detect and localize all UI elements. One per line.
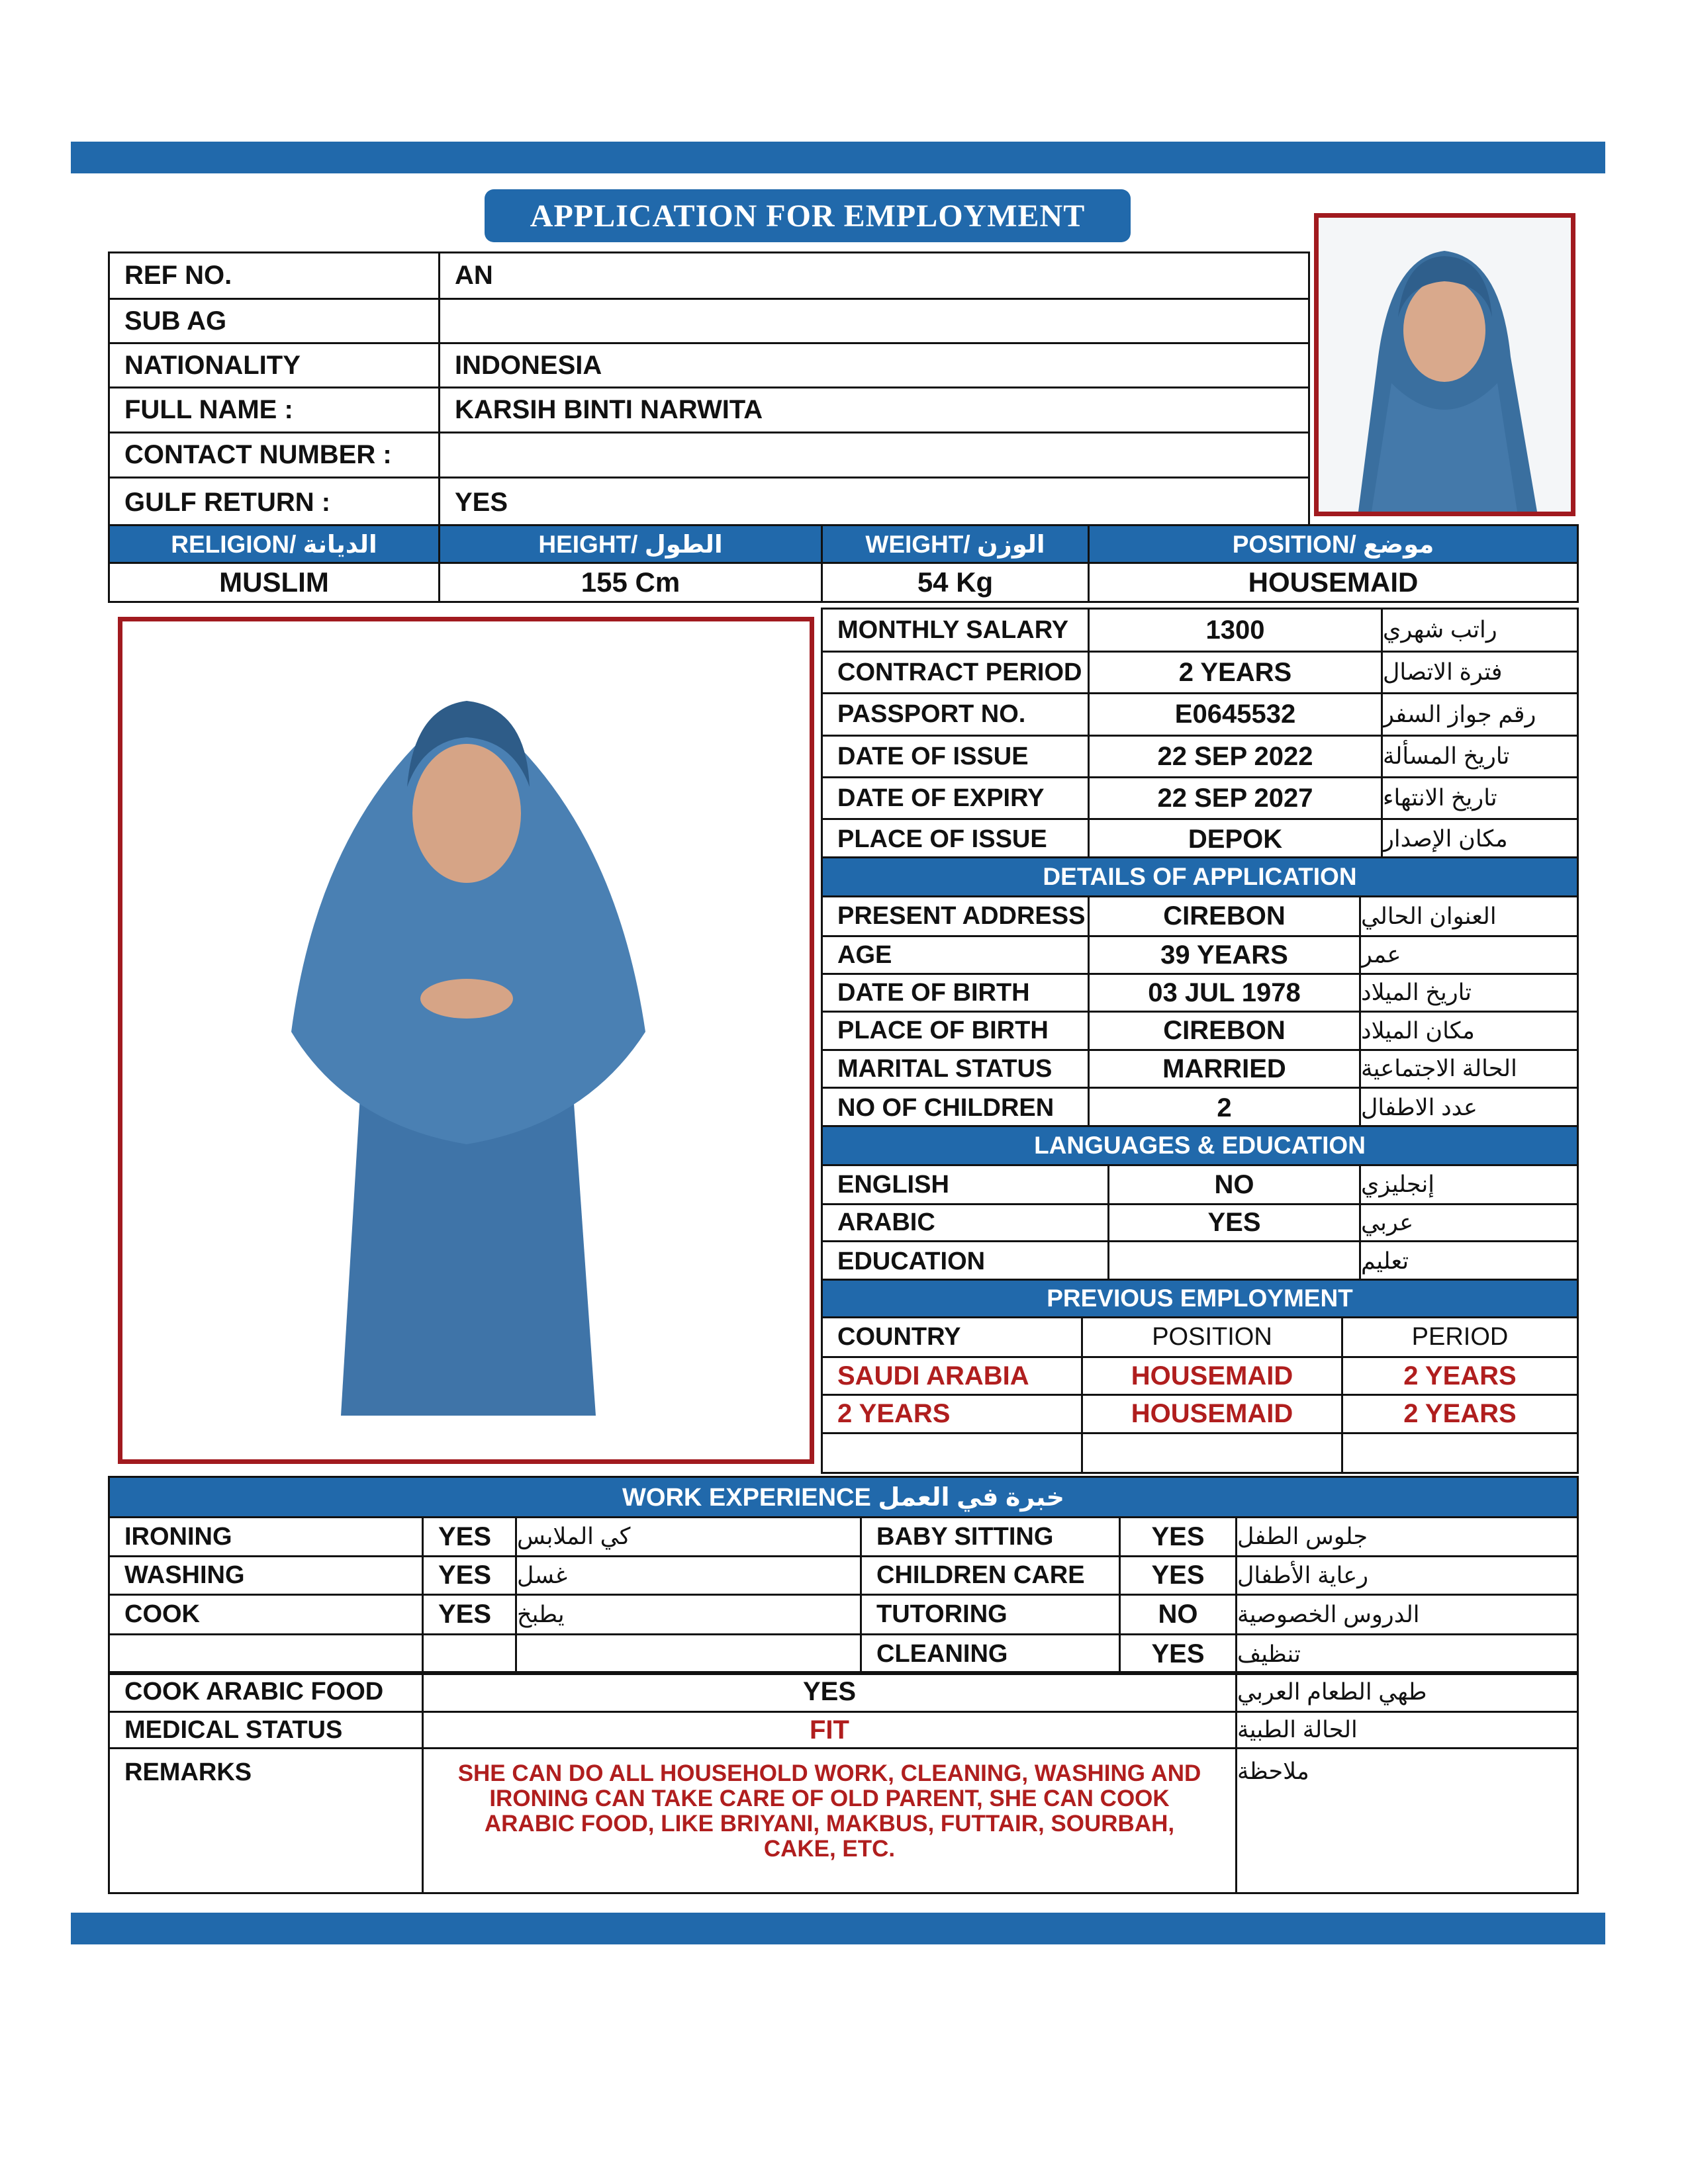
previous-employment-cell: 2 YEARS: [1341, 1356, 1579, 1396]
details-value: CIREBON: [1088, 895, 1361, 937]
details-label: MARITAL STATUS: [821, 1049, 1090, 1089]
work-skill-value: YES: [1119, 1516, 1237, 1557]
previous-employment-cell: 2 YEARS: [1341, 1394, 1579, 1434]
work-skill-value: YES: [422, 1555, 517, 1596]
details-value: 39 YEARS: [1088, 935, 1361, 975]
details-arabic: تاريخ الميلاد: [1359, 973, 1579, 1013]
work-skill-value: NO: [1119, 1594, 1237, 1635]
medical-status-value: FIT: [422, 1711, 1237, 1749]
previous-employment-header: PREVIOUS EMPLOYMENT: [821, 1279, 1579, 1318]
bottom-band: [71, 1913, 1605, 1944]
work-skill-label: WASHING: [108, 1555, 424, 1596]
page-title: APPLICATION FOR EMPLOYMENT: [485, 189, 1131, 242]
details-label: NO OF CHILDREN: [821, 1087, 1090, 1129]
work-skill-label: [108, 1633, 424, 1675]
position-value: HOUSEMAID: [1088, 562, 1579, 603]
header-label: CONTACT NUMBER :: [108, 432, 440, 478]
details-value: MARRIED: [1088, 1049, 1361, 1089]
header-value: [438, 432, 1310, 478]
work-skill-value: [422, 1633, 517, 1675]
headshot-illustration: [1319, 218, 1571, 512]
work-skill-arabic: غسل: [515, 1555, 862, 1596]
employment-value: 22 SEP 2027: [1088, 776, 1383, 820]
work-skill-value: YES: [422, 1594, 517, 1635]
work-skill-label: CHILDREN CARE: [860, 1555, 1121, 1596]
religion-header: RELIGION/ الديانة: [108, 524, 440, 564]
headshot-photo: [1314, 213, 1575, 516]
previous-column-header: COUNTRY: [821, 1316, 1083, 1358]
employment-arabic: راتب شهري: [1381, 608, 1579, 653]
remarks-text: SHE CAN DO ALL HOUSEHOLD WORK, CLEANING, WASHING AND IRONING CAN TAKE CARE OF OLD PARENT, SHE CAN COOK ARABIC FOOD, LIKE BRIYANI, MAKBUS, FUTTAIR, SOURBAH, CAKE, ETC.: [457, 1760, 1201, 1862]
employment-value: DEPOK: [1088, 818, 1383, 860]
previous-employment-cell: HOUSEMAID: [1081, 1394, 1343, 1434]
medical-status-arabic: الحالة الطبية: [1235, 1711, 1579, 1749]
work-skill-label: TUTORING: [860, 1594, 1121, 1635]
remarks-box: [422, 1747, 1237, 1894]
full-body-photo: [118, 617, 814, 1464]
language-value: YES: [1107, 1203, 1361, 1242]
weight-value: 54 Kg: [821, 562, 1090, 603]
position-header: POSITION/ موضع: [1088, 524, 1579, 564]
language-value: NO: [1107, 1164, 1361, 1205]
cook-arabic-label: COOK ARABIC FOOD: [108, 1671, 424, 1713]
details-header: DETAILS OF APPLICATION: [821, 856, 1579, 897]
language-label: ARABIC: [821, 1203, 1109, 1242]
religion-value: MUSLIM: [108, 562, 440, 603]
medical-status-label: MEDICAL STATUS: [108, 1711, 424, 1749]
full-body-illustration: [122, 621, 810, 1459]
header-label: NATIONALITY: [108, 342, 440, 388]
language-arabic: تعليم: [1359, 1240, 1579, 1283]
employment-label: PASSPORT NO.: [821, 692, 1090, 737]
previous-employment-cell: [821, 1432, 1083, 1474]
details-label: PLACE OF BIRTH: [821, 1011, 1090, 1051]
details-arabic: الحالة الاجتماعية: [1359, 1049, 1579, 1089]
header-value: AN: [438, 251, 1310, 300]
work-skill-arabic: كي الملابس: [515, 1516, 862, 1557]
header-value: [438, 298, 1310, 344]
height-value: 155 Cm: [438, 562, 823, 603]
details-arabic: عمر: [1359, 935, 1579, 975]
height-header: HEIGHT/ الطول: [438, 524, 823, 564]
details-arabic: عدد الاطفال: [1359, 1087, 1579, 1129]
work-skill-label: BABY SITTING: [860, 1516, 1121, 1557]
employment-arabic: مكان الإصدار: [1381, 818, 1579, 860]
details-label: PRESENT ADDRESS: [821, 895, 1090, 937]
work-skill-arabic: جلوس الطفل: [1235, 1516, 1579, 1557]
header-value: KARSIH BINTI NARWITA: [438, 387, 1310, 433]
work-experience-header: WORK EXPERIENCE خبرة في العمل: [108, 1476, 1579, 1518]
employment-value: 2 YEARS: [1088, 651, 1383, 694]
previous-employment-cell: HOUSEMAID: [1081, 1356, 1343, 1396]
work-skill-label: IRONING: [108, 1516, 424, 1557]
employment-label: MONTHLY SALARY: [821, 608, 1090, 653]
language-arabic: عربي: [1359, 1203, 1579, 1242]
details-label: DATE OF BIRTH: [821, 973, 1090, 1013]
work-skill-label: CLEANING: [860, 1633, 1121, 1675]
work-skill-arabic: الدروس الخصوصية: [1235, 1594, 1579, 1635]
header-label: SUB AG: [108, 298, 440, 344]
employment-arabic: تاريخ الانتهاء: [1381, 776, 1579, 820]
employment-label: DATE OF EXPIRY: [821, 776, 1090, 820]
header-value: INDONESIA: [438, 342, 1310, 388]
work-skill-label: COOK: [108, 1594, 424, 1635]
employment-value: 22 SEP 2022: [1088, 735, 1383, 778]
languages-header: LANGUAGES & EDUCATION: [821, 1125, 1579, 1166]
weight-header: WEIGHT/ الوزن: [821, 524, 1090, 564]
remarks-label: REMARKS: [108, 1747, 424, 1894]
previous-column-header: PERIOD: [1341, 1316, 1579, 1358]
remarks-arabic: ملاحظة: [1235, 1747, 1579, 1894]
employment-value: E0645532: [1088, 692, 1383, 737]
details-label: AGE: [821, 935, 1090, 975]
previous-employment-cell: [1081, 1432, 1343, 1474]
employment-arabic: رقم جواز السفر: [1381, 692, 1579, 737]
employment-arabic: فترة الاتصال: [1381, 651, 1579, 694]
details-value: 03 JUL 1978: [1088, 973, 1361, 1013]
work-skill-value: YES: [1119, 1633, 1237, 1675]
employment-label: CONTRACT PERIOD: [821, 651, 1090, 694]
previous-employment-cell: [1341, 1432, 1579, 1474]
previous-employment-cell: 2 YEARS: [821, 1394, 1083, 1434]
header-label: GULF RETURN :: [108, 477, 440, 528]
work-skill-arabic: رعاية الأطفال: [1235, 1555, 1579, 1596]
employment-value: 1300: [1088, 608, 1383, 653]
language-label: EDUCATION: [821, 1240, 1109, 1283]
details-arabic: مكان الميلاد: [1359, 1011, 1579, 1051]
work-skill-arabic: [515, 1633, 862, 1675]
cook-arabic-arabic: طهي الطعام العربي: [1235, 1671, 1579, 1713]
details-value: 2: [1088, 1087, 1361, 1129]
work-skill-arabic: تنظيف: [1235, 1633, 1579, 1675]
work-skill-value: YES: [422, 1516, 517, 1557]
employment-label: PLACE OF ISSUE: [821, 818, 1090, 860]
employment-arabic: تاريخ المسألة: [1381, 735, 1579, 778]
employment-label: DATE OF ISSUE: [821, 735, 1090, 778]
details-value: CIREBON: [1088, 1011, 1361, 1051]
language-arabic: إنجليزي: [1359, 1164, 1579, 1205]
header-label: FULL NAME :: [108, 387, 440, 433]
header-label: REF NO.: [108, 251, 440, 300]
top-band: [71, 142, 1605, 173]
header-value: YES: [438, 477, 1310, 528]
work-skill-value: YES: [1119, 1555, 1237, 1596]
details-arabic: العنوان الحالي: [1359, 895, 1579, 937]
previous-column-header: POSITION: [1081, 1316, 1343, 1358]
work-skill-arabic: يطبخ: [515, 1594, 862, 1635]
language-value: [1107, 1240, 1361, 1283]
previous-employment-cell: SAUDI ARABIA: [821, 1356, 1083, 1396]
language-label: ENGLISH: [821, 1164, 1109, 1205]
cook-arabic-value: YES: [422, 1671, 1237, 1713]
